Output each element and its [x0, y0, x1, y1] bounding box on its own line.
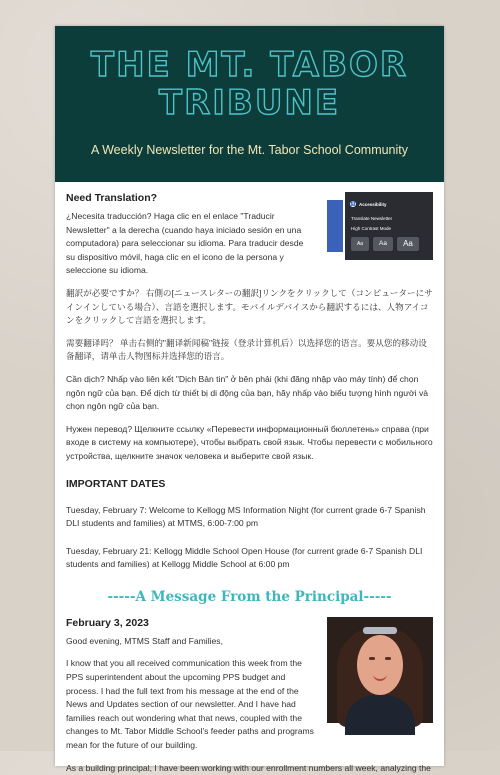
accessibility-icon: ♿ — [350, 201, 356, 206]
translation-japanese: 翻訳が必要ですか？ 右側の[ニュースレターの翻訳]リンクをクリックして（コンピューターにサインインしている場合）、言語を選択します。モバイルデバイスから翻訳するには、人物アイコンをクリックして言語を選択します。 — [66, 287, 433, 326]
principal-message-heading: -----A Message From the Principal----- — [107, 588, 392, 605]
translation-heading: Need Translation? — [66, 192, 158, 204]
text-size-medium-button: Aa — [373, 237, 393, 251]
principal-greeting: Good evening, MTMS Staff and Families, — [66, 635, 223, 646]
newsletter-header — [55, 26, 444, 182]
accessibility-panel — [345, 192, 433, 260]
translate-newsletter-label: Translate Newsletter — [351, 216, 393, 221]
newsletter-title: THE MT. TABOR TRIBUNE — [90, 45, 409, 123]
principal-photo — [327, 617, 433, 723]
high-contrast-label: High Contrast Mode — [351, 226, 392, 231]
principal-paragraph: I know that you all received communication this week from the PPS superintendent about the upcoming PPS budget and process. I had the full text from his message at the end of the News and Updates section of our newsletter. And I have had families reach out wondering what that news, coupled with the changes to Mt. Tabor Middle School's feeder paths and programs mean for the future of our building. — [66, 658, 314, 751]
newsletter-content — [55, 182, 444, 775]
translation-spanish: ¿Necesita traducción? Haga clic en el enlace "Traducir Newsletter" a la derecha (cuando haya iniciado sesión en una computadora) para seleccionar su idioma. Para traducir desde su dispositivo móvil, haga clic en el icono de la persona y seleccione su idioma. — [66, 211, 304, 276]
principal-paragraph: As a building principal, I have been working with our enrollment numbers all week, analyzing the — [66, 762, 431, 773]
translation-vietnamese: Cần dịch? Nhấp vào liên kết "Dịch Bản tin" ở bên phải (khi đăng nhập vào máy tính) để chọn ngôn ngữ của bạn. Để dịch từ thiết bị di động của bạn, hãy nhấp vào biểu tượng hình người và chọn ngôn ngữ của bạn. — [66, 373, 429, 412]
translation-russian: Нужен перевод? Щелкните ссылку «Перевести информационный бюллетень» справа (при входе в систему на компьютере), чтобы выбрать свой язык. Чтобы перевести с мобильного устройства, щелкните значок человека и выберите свой язык. — [66, 423, 433, 461]
principal-message-date: February 3, 2023 — [66, 616, 149, 629]
important-date-item: Tuesday, February 21: Kellogg Middle School Open House (for current grade 6-7 Spanish DLI students and families) at Kellogg Middle School at 6:00 pm — [66, 545, 423, 570]
principal-section — [66, 617, 433, 775]
important-dates-heading: IMPORTANT DATES — [66, 477, 166, 490]
text-size-small-button: Aa — [351, 237, 369, 251]
translate-tab — [327, 200, 343, 252]
newsletter-subtitle: A Weekly Newsletter for the Mt. Tabor School Community — [90, 143, 409, 157]
important-date-item: Tuesday, February 7: Welcome to Kellogg MS Information Night (for current grade 6-7 Spanish DLI students and families) at MTMS, 6:00-7:00 pm — [66, 504, 426, 529]
accessibility-screenshot — [327, 192, 433, 260]
translation-section — [66, 192, 433, 464]
newsletter-sheet — [55, 26, 444, 773]
text-size-large-button: Aa — [397, 237, 419, 251]
accessibility-label: Accessibility — [359, 202, 387, 207]
translation-chinese: 需要翻译吗？ 单击右侧的"翻译新闻稿"链接（登录计算机后）以选择您的语言。要从您的移动设备翻译，请单击人物图标并选择您的语言。 — [66, 337, 427, 362]
